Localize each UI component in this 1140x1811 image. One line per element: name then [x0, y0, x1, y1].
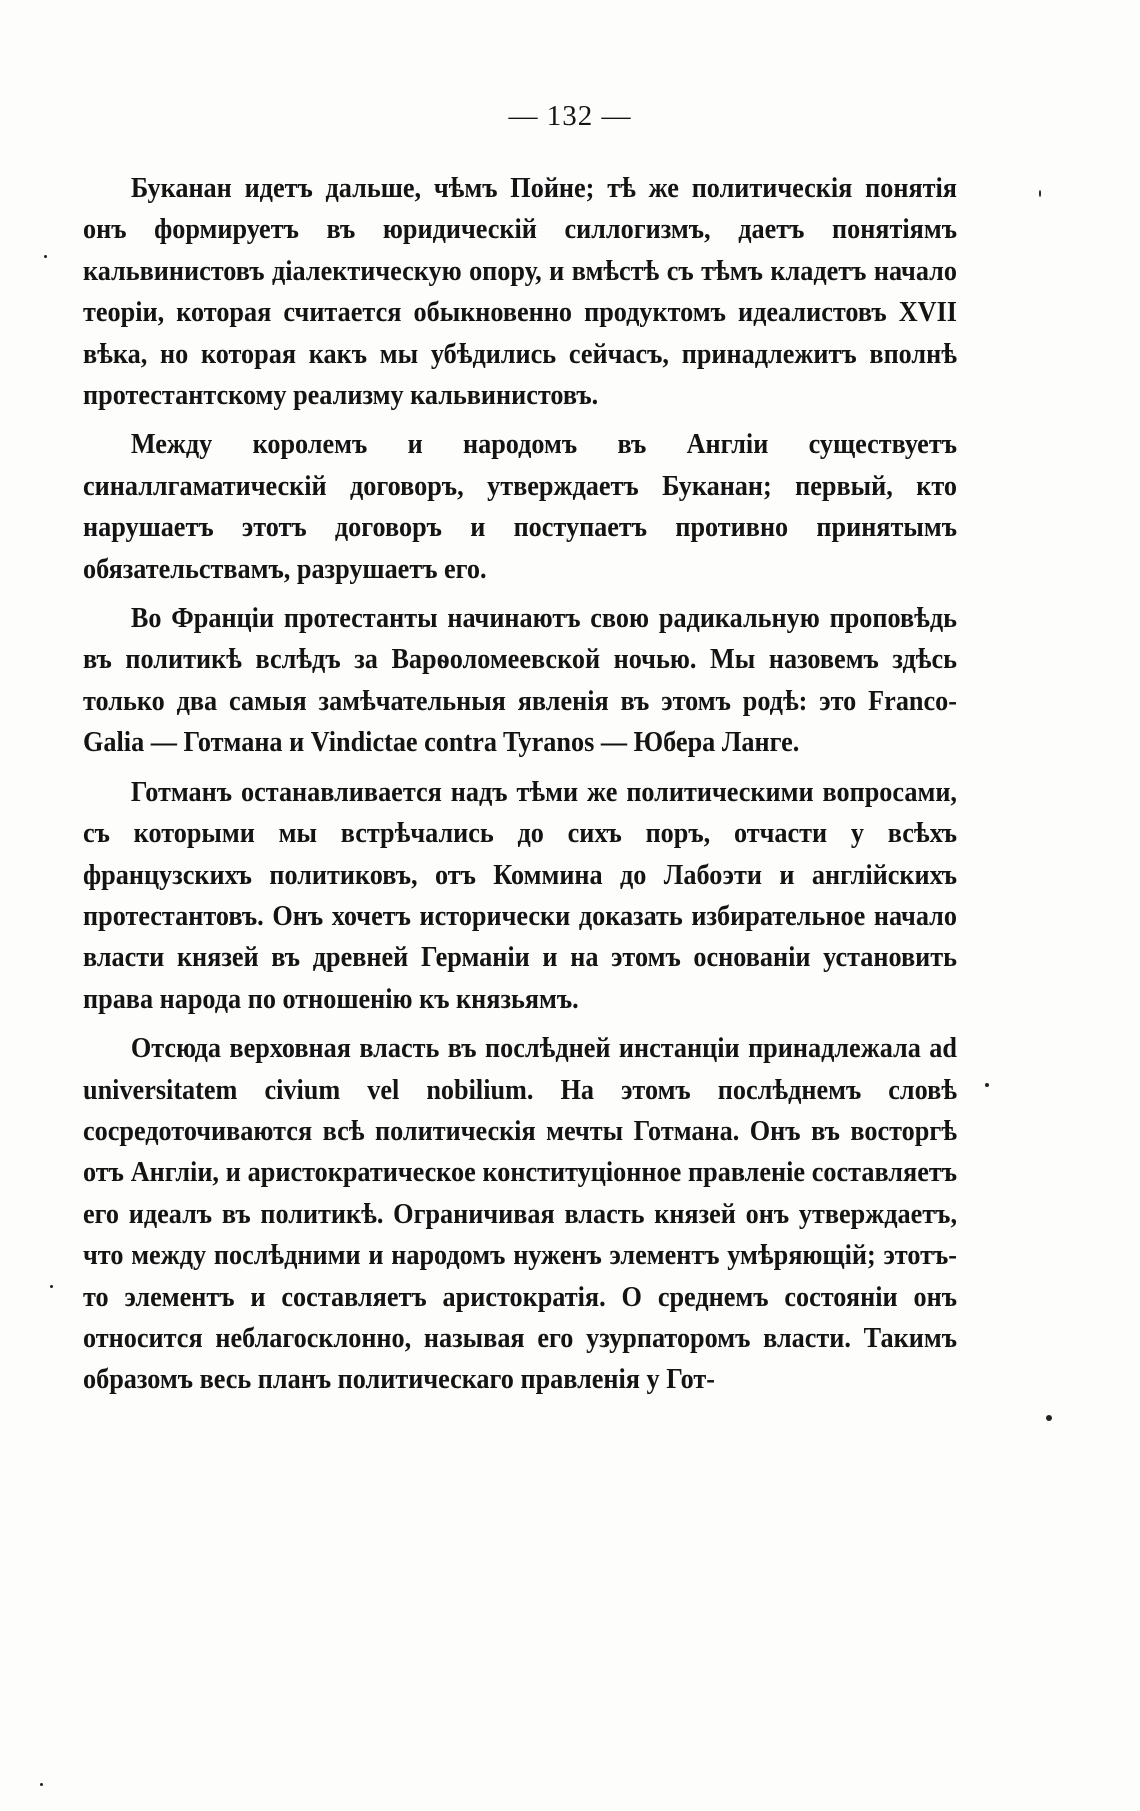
paragraph: Отсюда верховная власть въ послѣдней инстанціи принадлежала ad universitatem civium vel nobilium. На этомъ послѣднемъ словѣ сосредоточиваются всѣ политическія мечты Готмана. Онъ въ восторгѣ отъ Англіи, и аристократическое конституціонное правленіе составляетъ его идеалъ въ политикѣ. Ограничивая власть князей онъ утверждаетъ, что между послѣдними и народомъ нуженъ элементъ умѣряющій; этотъ-то элементъ и составляетъ аристократія. О среднемъ состояніи онъ относится неблагосклонно, называя его узурпаторомъ власти. Такимъ образомъ весь планъ политическаго правленія у Гот- [83, 1033, 958, 1396]
ink-speck [50, 1285, 53, 1288]
ink-speck [1039, 190, 1041, 197]
paragraph: Между королемъ и народомъ въ Англіи существуетъ синаллгаматическій договоръ, утверждаетъ Буканан; первый, кто нарушаетъ этотъ договоръ и поступаетъ противно принятымъ обязательствамъ, разрушаетъ его. [83, 429, 958, 585]
ink-speck [1046, 1415, 1052, 1421]
paragraph: Во Франціи протестанты начинаютъ свою радикальную проповѣдь въ политикѣ вслѣдъ за Варѳоломеевской ночью. Мы назовемъ здѣсь только два самыя замѣчательныя явленія въ этомъ родѣ: это Franco-Galia — Готмана и Vindictae contra Tyranos — Юбера Ланге. [83, 603, 958, 759]
paragraph: Готманъ останавливается надъ тѣми же политическими вопросами, съ которыми мы встрѣчались до сихъ поръ, отчасти у всѣхъ французскихъ политиковъ, отъ Коммина до Лабоэти и англійскихъ протестантовъ. Онъ хочетъ исторически доказать избирательное начало власти князей въ древней Германіи и на этомъ основаніи установить права народа по отношенію къ князьямъ. [83, 776, 958, 1015]
paragraph: Буканан идетъ дальше, чѣмъ Пойне; тѣ же политическія понятія онъ формируетъ въ юридическій силлогизмъ, даетъ понятіямъ кальвинистовъ діалектическую опору, и вмѣстѣ съ тѣмъ кладетъ начало теоріи, которая считается обыкновенно продуктомъ идеалистовъ XVII вѣка, но которая какъ мы убѣдились сейчасъ, принадлежитъ вполнѣ протестантскому реализму кальвинистовъ. [83, 173, 958, 412]
ink-speck [985, 1083, 989, 1087]
body-text [83, 168, 957, 1401]
page-number: — 132 — [508, 100, 632, 132]
ink-speck [40, 1783, 43, 1786]
ink-speck [44, 255, 47, 258]
